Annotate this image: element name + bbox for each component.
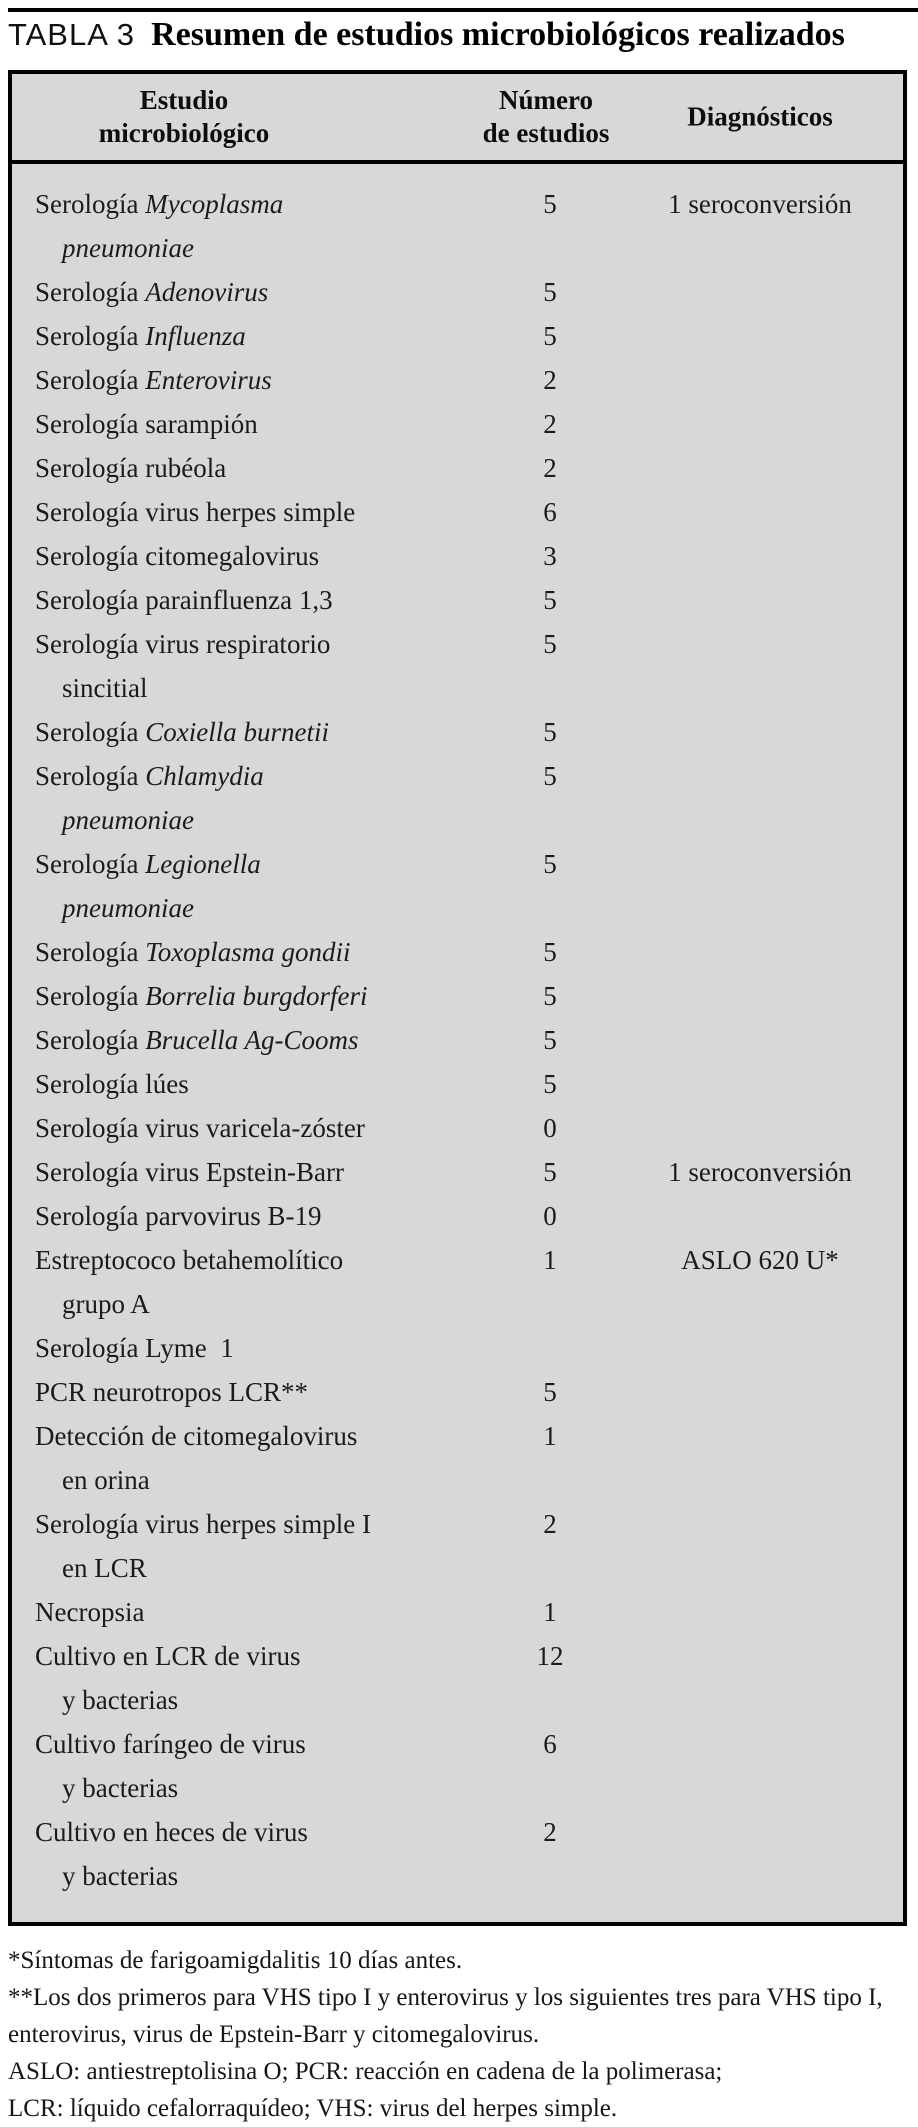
study-count: 5: [543, 189, 557, 219]
table-caption: [8, 16, 845, 54]
study-label: Serología virus herpes simple: [35, 497, 356, 527]
table-row: [12, 1414, 903, 1502]
table-row: [12, 1722, 903, 1810]
table-number-label: TABLA 3: [8, 17, 136, 52]
footnote-line: **Los dos primeros para VHS tipo I y enterovirus y los siguientes tres para VHS tipo I, enterovirus, virus de Epstein-Barr y citomegalovirus.: [8, 1984, 883, 2048]
diagnosis-value: ASLO 620 U*: [681, 1245, 839, 1275]
table-row: [12, 710, 903, 754]
study-label: Estreptococo betahemolítico grupo A: [35, 1245, 344, 1319]
study-count: 5: [543, 321, 557, 351]
study-count: 5: [543, 277, 557, 307]
table-row: [12, 402, 903, 446]
microbiology-table: [8, 70, 907, 1926]
study-label: Serología Enterovirus: [35, 365, 272, 395]
study-count: 6: [543, 1729, 557, 1759]
study-count: 5: [543, 1069, 557, 1099]
table-row: [12, 1238, 903, 1326]
diagnosis-value: 1 seroconversión: [668, 189, 852, 219]
study-count: 1: [543, 1245, 557, 1275]
table-row: [12, 930, 903, 974]
study-count: 5: [543, 1377, 557, 1407]
table-row: [12, 182, 903, 270]
study-label: Serología Borrelia burgdorferi: [35, 981, 368, 1011]
table-row: [12, 314, 903, 358]
study-count: 5: [543, 981, 557, 1011]
study-count: 5: [543, 629, 557, 659]
header-estudio-microbiologico: [99, 84, 269, 150]
study-label: Cultivo en LCR de virus y bacterias: [35, 1641, 301, 1715]
study-count: 0: [543, 1201, 557, 1231]
study-count: 3: [543, 541, 557, 571]
header-numero-line2: de estudios: [482, 118, 610, 148]
study-label: Cultivo faríngeo de virus y bacterias: [35, 1729, 306, 1803]
header-estudio-line1: Estudio: [139, 85, 229, 115]
footnotes: [8, 1942, 914, 2127]
footnote-line: *Síntomas de farigoamigdalitis 10 días antes.: [8, 1947, 463, 1974]
table-header-row: [12, 74, 903, 164]
study-count: 5: [543, 1025, 557, 1055]
study-count: 5: [543, 937, 557, 967]
table-row: [12, 1370, 903, 1414]
study-label: Serología sarampión: [35, 409, 258, 439]
table-row: [12, 534, 903, 578]
study-label: Necropsia: [35, 1597, 145, 1627]
table-row: [12, 578, 903, 622]
table-row: [12, 358, 903, 402]
table-row: [12, 446, 903, 490]
study-count: 5: [543, 585, 557, 615]
study-count: 1: [543, 1421, 557, 1451]
study-label: Serología citomegalovirus: [35, 541, 320, 571]
table-title: Resumen de estudios microbiológicos realizados: [151, 16, 845, 53]
study-count: 5: [543, 1157, 557, 1187]
study-label: Detección de citomegalovirus en orina: [35, 1421, 358, 1495]
study-count: 6: [543, 497, 557, 527]
table-row: [12, 754, 903, 842]
study-count: 2: [543, 453, 557, 483]
study-count: 5: [543, 849, 557, 879]
footnote-line: LCR: líquido cefalorraquídeo; VHS: virus del herpes simple.: [8, 2095, 618, 2122]
study-label: Cultivo en heces de virus y bacterias: [35, 1817, 308, 1891]
study-count: 5: [543, 761, 557, 791]
table-row: [12, 1590, 903, 1634]
study-label: Serología Lyme 1: [35, 1333, 234, 1363]
study-count: 2: [543, 409, 557, 439]
table-row: [12, 1634, 903, 1722]
study-label: PCR neurotropos LCR**: [35, 1377, 309, 1407]
study-label: Serología Legionella pneumoniae: [35, 849, 261, 923]
study-count: 12: [536, 1641, 564, 1671]
table-row: [12, 1326, 903, 1370]
study-label: Serología Influenza: [35, 321, 246, 351]
table-row: [12, 1194, 903, 1238]
study-label: Serología Coxiella burnetii: [35, 717, 329, 747]
study-label: Serología Mycoplasma pneumoniae: [35, 189, 284, 263]
header-estudio-line2: microbiológico: [98, 118, 270, 148]
study-count: 0: [543, 1113, 557, 1143]
study-label: Serología Chlamydia pneumoniae: [35, 761, 264, 835]
study-label: Serología Brucella Ag-Cooms: [35, 1025, 359, 1055]
table-row: [12, 1106, 903, 1150]
study-label: Serología parainfluenza 1,3: [35, 585, 333, 615]
study-count: 1: [543, 1597, 557, 1627]
table-row: [12, 1150, 903, 1194]
footnote-line: ASLO: antiestreptolisina O; PCR: reacción en cadena de la polimerasa;: [8, 2058, 723, 2085]
header-numero-de-estudios: [483, 84, 610, 150]
study-count: 2: [543, 1509, 557, 1539]
study-label: Serología lúes: [35, 1069, 189, 1099]
table-row: [12, 1502, 903, 1590]
header-diagnosticos: Diagnósticos: [687, 101, 833, 132]
study-label: Serología Toxoplasma gondii: [35, 937, 351, 967]
table-body: [12, 164, 903, 1898]
study-count: 2: [543, 365, 557, 395]
table-row: [12, 1810, 903, 1898]
top-rule: [8, 8, 918, 12]
study-label: Serología Adenovirus: [35, 277, 269, 307]
study-label: Serología parvovirus B-19: [35, 1201, 322, 1231]
study-label: Serología virus Epstein-Barr: [35, 1157, 344, 1187]
study-label: Serología virus respiratorio sincitial: [35, 629, 331, 703]
table-row: [12, 622, 903, 710]
table-row: [12, 490, 903, 534]
study-label: Serología rubéola: [35, 453, 227, 483]
table-row: [12, 270, 903, 314]
table-row: [12, 1062, 903, 1106]
table-row: [12, 842, 903, 930]
table-row: [12, 974, 903, 1018]
study-count: 2: [543, 1817, 557, 1847]
diagnosis-value: 1 seroconversión: [668, 1157, 852, 1187]
study-label: Serología virus varicela-zóster: [35, 1113, 365, 1143]
study-label: Serología virus herpes simple I en LCR: [35, 1509, 371, 1583]
study-count: 5: [543, 717, 557, 747]
header-numero-line1: Número: [499, 85, 593, 115]
table-row: [12, 1018, 903, 1062]
